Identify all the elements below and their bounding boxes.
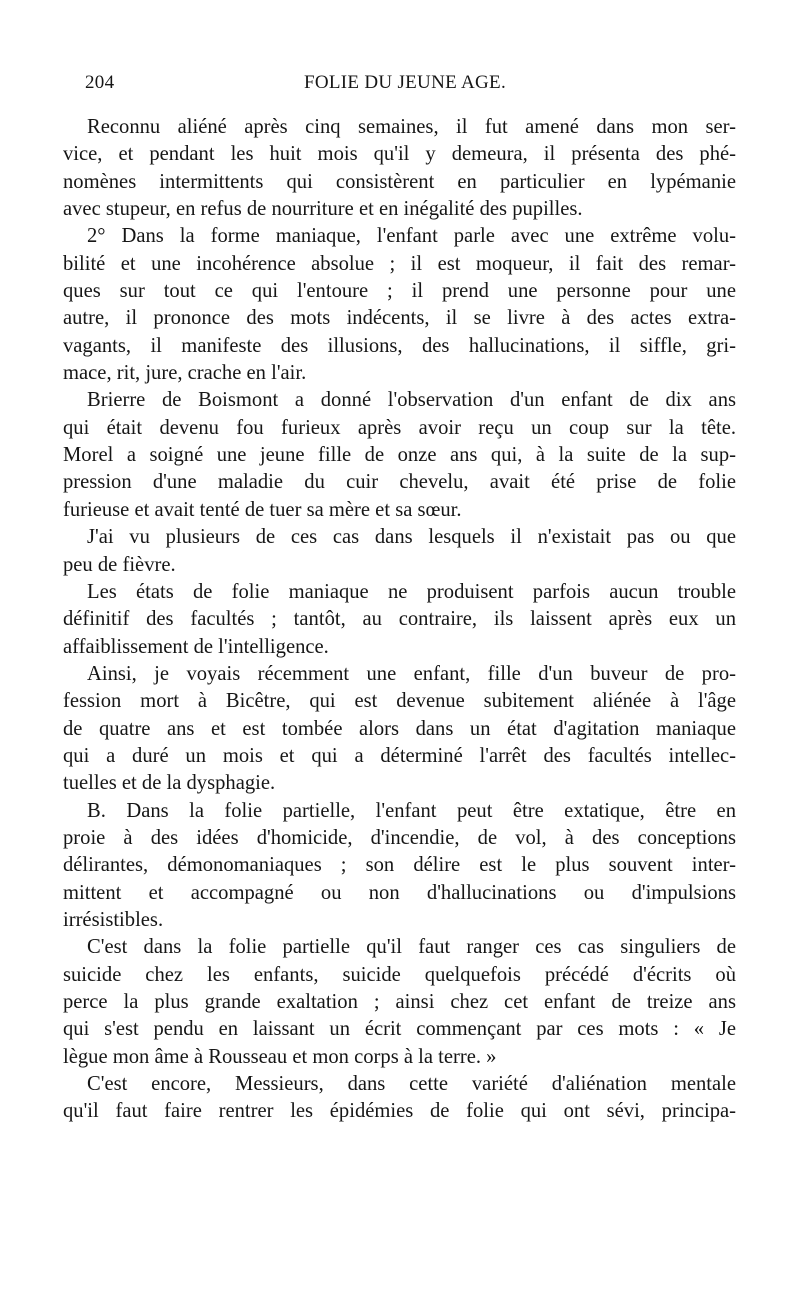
text-line: vice, et pendant les huit mois qu'il y demeura, il présenta des phé- (63, 143, 736, 166)
text-line: tuelles et de la dysphagie. (63, 772, 276, 795)
text-line: Brierre de Boismont a donné l'observation d'un enfant de dix ans (87, 389, 736, 412)
text-line: qui était devenu fou furieux après avoir reçu un coup sur la tête. (63, 416, 736, 439)
text-line: Morel a soigné une jeune fille de onze ans qui, à la suite de la sup- (63, 444, 736, 467)
text-line: 2° Dans la forme maniaque, l'enfant parle avec une extrême volu- (87, 225, 736, 248)
body-text (63, 114, 736, 1126)
text-line: B. Dans la folie partielle, l'enfant peut être extatique, être en (87, 799, 736, 822)
page-number: 204 (85, 72, 115, 93)
paragraph (63, 223, 736, 387)
text-line: qui s'est pendu en laissant un écrit commençant par ces mots : « Je (63, 1018, 736, 1041)
text-line: Ainsi, je voyais récemment une enfant, fille d'un buveur de pro- (87, 662, 736, 685)
paragraph (63, 1071, 736, 1126)
text-line: mace, rit, jure, crache en l'air. (63, 362, 307, 385)
text-line: qu'il faut faire rentrer les épidémies de folie qui ont sévi, principa- (63, 1100, 736, 1123)
text-line: fession mort à Bicêtre, qui est devenue subitement aliénée à l'âge (63, 690, 736, 713)
text-line: peu de fièvre. (63, 553, 176, 576)
text-line: nomènes intermittents qui consistèrent en particulier en lypémanie (63, 170, 736, 193)
text-line: de quatre ans et est tombée alors dans un état d'agitation maniaque (63, 717, 736, 740)
text-line: mittent et accompagné ou non d'hallucinations ou d'impulsions (63, 881, 736, 904)
text-line: bilité et une incohérence absolue ; il est moqueur, il fait des remar- (63, 252, 736, 275)
text-line: qui a duré un mois et qui a déterminé l'arrêt des facultés intellec- (63, 744, 736, 767)
paragraph (63, 798, 736, 935)
running-head (85, 72, 725, 102)
text-line: autre, il prononce des mots indécents, il se livre à des actes extra- (63, 307, 736, 330)
text-line: furieuse et avait tenté de tuer sa mère et sa sœur. (63, 498, 462, 521)
text-line: Les états de folie maniaque ne produisent parfois aucun trouble (87, 580, 736, 603)
text-line: ques sur tout ce qui l'entoure ; il prend une personne pour une (63, 280, 736, 303)
text-line: irrésistibles. (63, 908, 164, 931)
text-line: proie à des idées d'homicide, d'incendie, de vol, à des conceptions (63, 826, 736, 849)
text-line: pression d'une maladie du cuir chevelu, avait été prise de folie (63, 471, 736, 494)
text-line: suicide chez les enfants, suicide quelquefois précédé d'écrits où (63, 963, 736, 986)
paragraph (63, 524, 736, 579)
text-line: vagants, il manifeste des illusions, des hallucinations, il siffle, gri- (63, 334, 736, 357)
text-line: affaiblissement de l'intelligence. (63, 635, 329, 658)
running-title: FOLIE DU JEUNE AGE. (303, 72, 507, 93)
text-line: définitif des facultés ; tantôt, au contraire, ils laissent après eux un (63, 608, 736, 631)
text-line: lègue mon âme à Rousseau et mon corps à la terre. » (63, 1045, 497, 1068)
text-line: Reconnu aliéné après cinq semaines, il fut amené dans mon ser- (87, 116, 736, 138)
text-line: délirantes, démonomaniaques ; son délire est le plus souvent inter- (63, 854, 736, 877)
paragraph (63, 934, 736, 1071)
text-line: C'est encore, Messieurs, dans cette variété d'aliénation mentale (87, 1073, 736, 1096)
paragraph (63, 387, 736, 524)
paragraph (63, 114, 736, 223)
paragraph (63, 579, 736, 661)
text-line: J'ai vu plusieurs de ces cas dans lesquels il n'existait pas ou que (87, 526, 736, 549)
paragraph (63, 661, 736, 798)
text-line: perce la plus grande exaltation ; ainsi chez cet enfant de treize ans (63, 991, 736, 1013)
text-line: C'est dans la folie partielle qu'il faut ranger ces cas singuliers de (87, 936, 736, 959)
text-line: avec stupeur, en refus de nourriture et en inégalité des pupilles. (63, 198, 583, 221)
